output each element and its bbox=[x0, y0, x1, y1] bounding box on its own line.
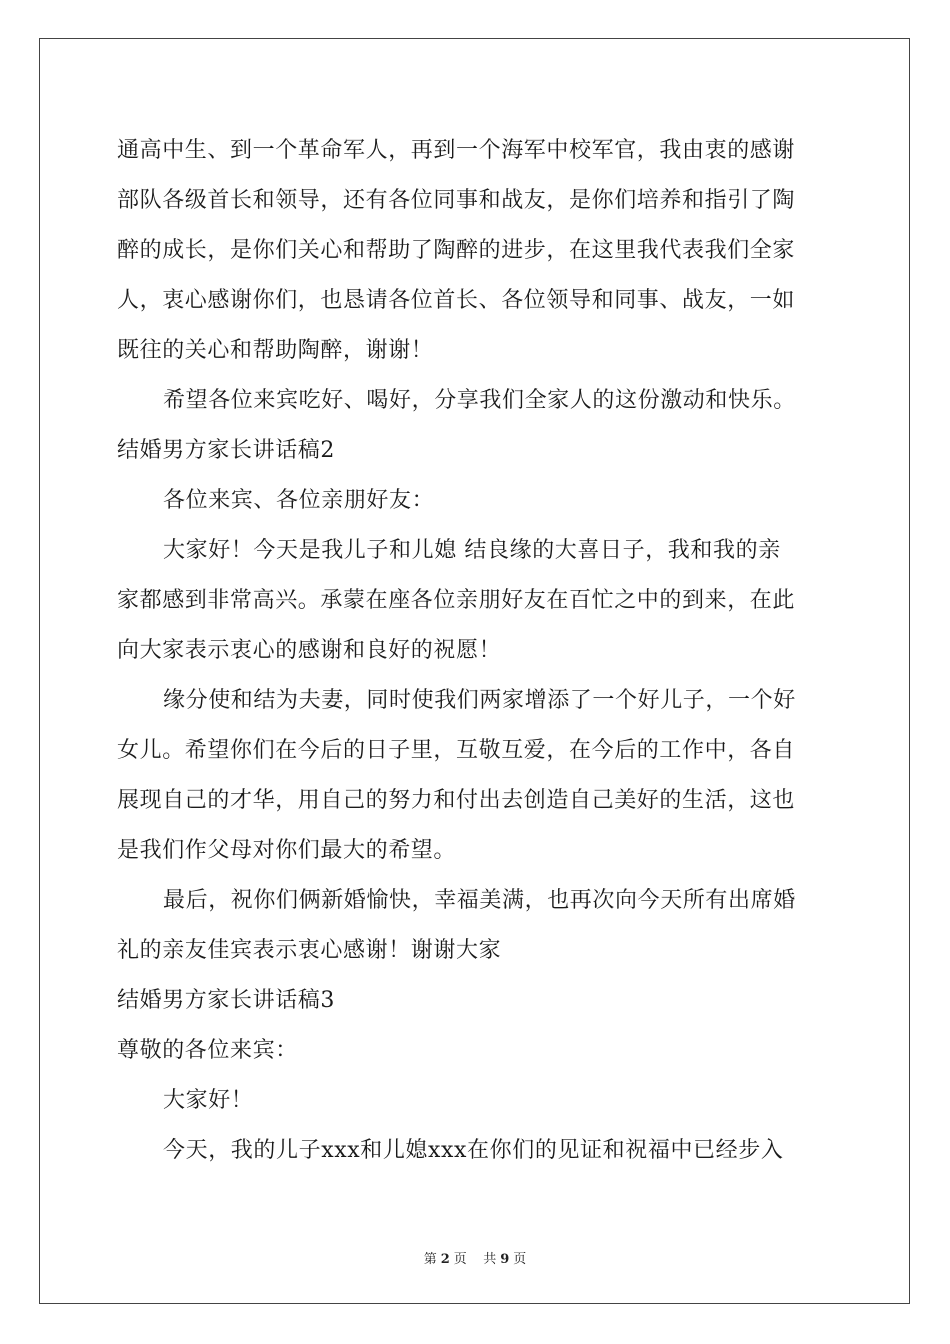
text-line: 是我们作父母对你们最大的希望。 bbox=[117, 838, 457, 863]
text-line: 向大家表示衷心的感谢和良好的祝愿！ bbox=[117, 638, 502, 663]
paragraph-start: 缘分使和结为夫妻，同时使我们两家增添了一个好儿子，一个好 bbox=[163, 688, 796, 713]
text-line: 展现自己的才华，用自己的努力和付出去创造自己美好的生活，这也 bbox=[117, 788, 796, 813]
page-footer bbox=[0, 1248, 950, 1267]
text-line: 家都感到非常高兴。承蒙在座各位亲朋好友在百忙之中的到来，在此 bbox=[117, 588, 796, 613]
total-page-count: 9 bbox=[500, 1252, 510, 1267]
footer-total-suffix: 页 bbox=[513, 1252, 527, 1267]
paragraph-start: 大家好！今天是我儿子和儿媳 结良缘的大喜日子，我和我的亲 bbox=[163, 538, 781, 563]
current-page-number: 2 bbox=[440, 1252, 450, 1267]
text-line: 人，衷心感谢你们，也恳请各位首长、各位领导和同事、战友，一如 bbox=[117, 288, 796, 313]
document-body bbox=[117, 126, 837, 1176]
text-line: 通高中生、到一个革命军人，再到一个海军中校军官，我由衷的感谢 bbox=[117, 138, 796, 163]
text-line: 女儿。希望你们在今后的日子里，互敬互爱，在今后的工作中，各自 bbox=[117, 738, 796, 763]
footer-total-prefix: 共 bbox=[483, 1252, 497, 1267]
greeting-line: 尊敬的各位来宾： bbox=[117, 1038, 298, 1063]
footer-page-suffix: 页 bbox=[453, 1252, 467, 1267]
text-line: 醉的成长，是你们关心和帮助了陶醉的进步，在这里我代表我们全家 bbox=[117, 238, 796, 263]
paragraph-start: 大家好！ bbox=[163, 1088, 254, 1113]
greeting-line: 各位来宾、各位亲朋好友： bbox=[163, 488, 435, 513]
paragraph-start: 今天，我的儿子xxx和儿媳xxx在你们的见证和祝福中已经步入 bbox=[163, 1138, 784, 1163]
paragraph-start: 希望各位来宾吃好、喝好，分享我们全家人的这份激动和快乐。 bbox=[163, 388, 796, 413]
section-heading: 结婚男方家长讲话稿2 bbox=[117, 438, 335, 463]
text-line: 部队各级首长和领导，还有各位同事和战友，是你们培养和指引了陶 bbox=[117, 188, 796, 213]
section-heading: 结婚男方家长讲话稿3 bbox=[117, 988, 335, 1013]
paragraph-start: 最后，祝你们俩新婚愉快，幸福美满，也再次向今天所有出席婚 bbox=[163, 888, 796, 913]
text-line: 既往的关心和帮助陶醉，谢谢！ bbox=[117, 338, 434, 363]
footer-prefix: 第 bbox=[423, 1252, 437, 1267]
text-line: 礼的亲友佳宾表示衷心感谢！谢谢大家 bbox=[117, 938, 502, 963]
